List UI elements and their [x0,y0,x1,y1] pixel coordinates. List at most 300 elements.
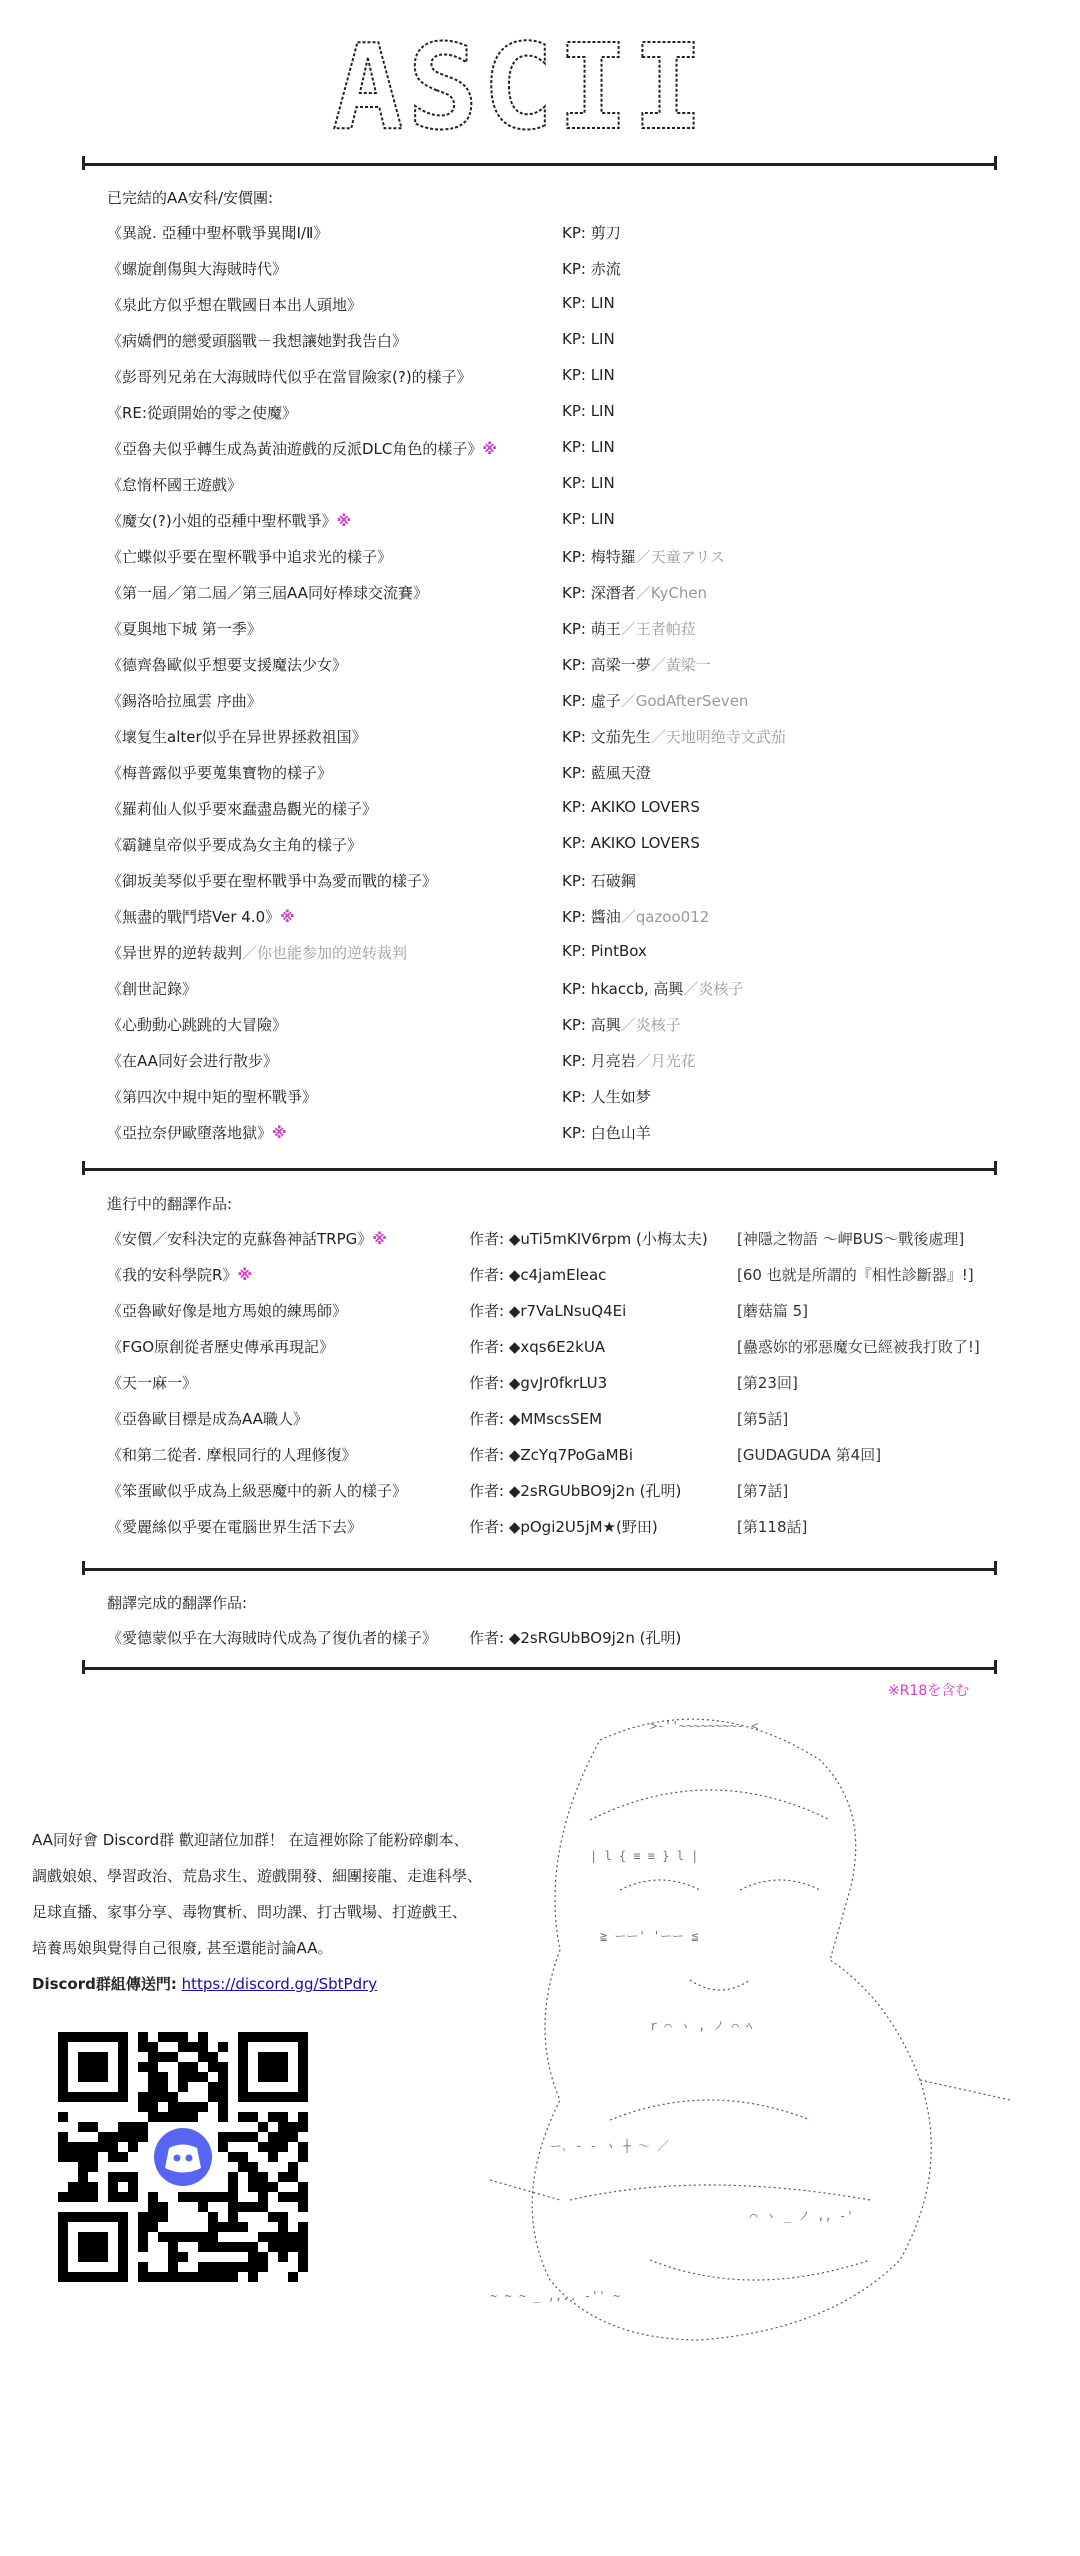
qr-module [278,2122,288,2132]
kp-alt: ／月光花 [635,1052,696,1070]
qr-module [68,2182,78,2192]
title-text: 《我的安科學院R》 [107,1266,238,1284]
qr-module [158,2272,168,2282]
qr-module [158,2052,168,2062]
list-item[interactable] [107,762,1007,798]
ascii-art-illustration [450,1700,1050,2360]
work-title [107,690,262,711]
list-item[interactable] [107,834,1007,870]
kp-name: KP: 高興 [562,1016,621,1034]
title-text: 《泉此方似乎想在戰國日本出人頭地》 [107,296,363,314]
list-item[interactable] [107,474,1007,510]
title-text: 《第四次中規中矩的聖杯戰爭》 [107,1088,318,1106]
qr-module [158,2112,168,2122]
kp [562,294,615,312]
qr-module [228,2182,238,2192]
qr-module [178,2082,188,2092]
work-title [107,1336,334,1357]
work-title [107,546,392,567]
kp [562,402,615,420]
list-item[interactable] [107,438,1007,474]
progress: [蘑菇篇 5] [737,1302,809,1320]
qr-module [218,2072,228,2082]
qr-module [208,2192,218,2202]
kp-name: KP: 白色山羊 [562,1124,651,1142]
qr-module [168,2102,178,2112]
qr-module [298,2112,308,2122]
work-title [107,1408,308,1429]
kp-alt: ／qazoo012 [620,908,710,926]
kp-name: KP: LIN [562,294,615,312]
qr-module [88,2142,98,2152]
kp [562,258,621,279]
qr-module [128,2142,138,2152]
qr-module [78,2152,88,2162]
work-title [107,294,362,315]
qr-module [288,2232,298,2242]
qr-module [298,2142,308,2152]
qr-module [78,2182,88,2192]
list-item[interactable] [107,618,1007,654]
qr-module [178,2232,188,2242]
qr-module [138,2242,148,2252]
qr-module [138,2222,148,2232]
work-title [107,222,328,243]
progress: [60 也就是所謂的『相性診斷器』!] [737,1266,974,1284]
kp [562,510,615,528]
qr-module [258,2202,268,2212]
list-item[interactable] [107,1014,1007,1050]
title-text: 《御坂美琴似乎要在聖杯戰爭中為愛而戰的樣子》 [107,872,438,890]
qr-module [188,2192,198,2202]
progress: [蠱惑妳的邪惡魔女已經被我打敗了!] [737,1338,980,1356]
qr-module [118,2122,128,2132]
title-text: 《在AA同好会进行散步》 [107,1052,278,1070]
qr-module [138,2232,148,2242]
title-text: 《RE:從頭開始的零之使魔》 [107,404,297,422]
title-text: 《笨蛋歐似乎成為上級惡魔中的新人的樣子》 [107,1482,408,1500]
list-item[interactable] [107,1050,1007,1086]
title-text: 《羅莉仙人似乎要來蠢盡島觀光的樣子》 [107,800,378,818]
svg-text:⌒ ヽ _ ノ ,, ‐': ⌒ ヽ _ ノ ,, ‐' [750,2209,854,2223]
list-item[interactable] [107,294,1007,330]
work-title [107,726,367,747]
qr-module [268,2152,278,2162]
qr-module [68,2142,78,2152]
qr-module [248,2172,258,2182]
qr-module [268,2132,278,2142]
progress: [第5話] [737,1410,789,1428]
qr-module [178,2072,188,2082]
kp [562,1122,651,1143]
kp [562,1050,696,1071]
qr-module [148,2112,158,2122]
kp [562,618,696,639]
qr-module [88,2192,98,2202]
list-item[interactable] [107,1122,1007,1158]
qr-module [198,2232,208,2242]
list-item[interactable] [107,1627,1007,1663]
qr-module [278,2252,288,2262]
qr-module [148,2072,158,2082]
title-text: 《螺旋創傷與大海賊時代》 [107,260,288,278]
qr-module [58,2112,68,2122]
qr-module [148,2062,158,2072]
svg-text:≧ ーー' 'ーー ≦: ≧ ーー' 'ーー ≦ [600,1929,699,1943]
qr-module [278,2132,288,2142]
svg-text:ー､ ‐ ‐ ヽ ┼ ～ ／: ー､ ‐ ‐ ヽ ┼ ～ ／ [550,2139,670,2153]
qr-module [158,2032,168,2042]
kp-name: KP: LIN [562,510,615,528]
work-title [107,438,497,459]
kp [562,690,748,711]
discord-link[interactable]: https://discord.gg/SbtPdry [181,1975,378,1993]
list-item[interactable] [107,978,1007,1014]
qr-module [178,2102,188,2112]
title-text: 《亞拉奈伊歐墮落地獄》 [107,1124,273,1142]
kp-alt: ／炎核子 [683,980,744,998]
qr-module [228,2152,238,2162]
kp-name: KP: 虛子 [562,692,621,710]
qr-module [168,2232,178,2242]
qr-module [88,2162,98,2172]
qr-module [218,2042,228,2052]
qr-module [88,2182,98,2192]
list-item[interactable] [107,1372,1007,1408]
author: 作者: ◆2sRGUbBO9j2n (孔明) [469,1629,682,1647]
list-item[interactable] [107,1336,1007,1372]
list-item[interactable] [107,942,1007,978]
list-item[interactable] [107,330,1007,366]
qr-module [188,2062,198,2072]
qr-module [198,2272,208,2282]
divider [82,1667,997,1670]
qr-module [78,2142,88,2152]
list-item[interactable] [107,366,1007,402]
qr-module [58,2152,68,2162]
kp-name: KP: 石破鋼 [562,872,636,890]
qr-module [228,2272,238,2282]
list-item[interactable] [107,1086,1007,1122]
progress: [第118話] [737,1518,808,1536]
qr-module [118,2192,128,2202]
discord-info [32,1822,502,2002]
r18-mark: ※ [336,512,352,530]
qr-module [208,2242,218,2252]
kp-name: KP: AKIKO LOVERS [562,798,700,816]
kp-name: KP: 剪刀 [562,224,621,242]
qr-module [228,2222,238,2232]
qr-module [188,2232,198,2242]
qr-module [208,2092,218,2102]
qr-module [148,2202,158,2212]
list-item[interactable] [107,906,1007,942]
title-text: 《錫洛哈拉風雲 序曲》 [107,692,262,710]
kp [562,834,700,852]
qr-module [178,2032,188,2042]
author: 作者: ◆2sRGUbBO9j2n (孔明) [469,1482,682,1500]
qr-module [158,2082,168,2092]
qr-module [238,2132,248,2142]
work-title [107,762,332,783]
qr-module [278,2212,288,2222]
kp [562,474,615,492]
qr-module [238,2262,248,2272]
kp-name: KP: LIN [562,330,615,348]
finished-title: 翻譯完成的翻譯作品: [107,1594,248,1612]
qr-module [228,2192,238,2202]
qr-module [208,2082,218,2092]
work-title [107,402,297,423]
qr-module [298,2182,308,2192]
list-item[interactable] [107,510,1007,546]
qr-module [88,2122,98,2132]
qr-module [278,2242,288,2252]
list-item[interactable] [107,402,1007,438]
work-title [107,1444,357,1465]
title-text: 《亞魯歐好像是地方馬娘的練馬師》 [107,1302,348,1320]
qr-module [128,2122,138,2132]
qr-module [248,2202,258,2212]
title-text: 《魔女(?)小姐的亞種中聖杯戰爭》 [107,512,337,530]
qr-module [68,2192,78,2202]
list-item[interactable] [107,1408,1007,1444]
qr-module [178,2192,188,2202]
work-title: 《愛德蒙似乎在大海賊時代成為了復仇者的樣子》 [107,1629,438,1647]
title-text: 《异世界的逆转裁判 [107,944,243,962]
qr-module [178,2252,188,2262]
work-title [107,1122,287,1143]
qr-module [218,2132,228,2142]
qr-module [108,2172,118,2182]
qr-module [198,2052,208,2062]
qr-module [248,2132,258,2142]
qr-module [298,2152,308,2162]
r18-mark: ※ [237,1266,253,1284]
qr-module [228,2242,238,2252]
qr-module [258,2252,268,2262]
qr-module [78,2122,88,2132]
qr-module [198,2242,208,2252]
title-text: 《夏與地下城 第一季》 [107,620,262,638]
list-item[interactable] [107,1228,1007,1264]
kp-alt: ／黃梁一 [650,656,711,674]
qr-module [268,2142,278,2152]
work-title [107,870,437,891]
qr-module [258,2192,268,2202]
work-title [107,1372,197,1393]
qr-module [288,2122,298,2132]
kp [562,654,711,675]
qr-module [268,2112,278,2122]
title-text: 《亞魯歐目標是成為AA職人》 [107,1410,308,1428]
qr-module [218,2192,228,2202]
kp [562,942,647,960]
qr-module [138,2122,148,2132]
kp-name: KP: LIN [562,438,615,456]
kp-alt: ／炎核子 [620,1016,681,1034]
qr-module [188,2042,198,2052]
qr-module [188,2272,198,2282]
list-item[interactable] [107,258,1007,294]
qr-module [218,2062,228,2072]
list-item[interactable] [107,1516,1007,1552]
list-item[interactable] [107,798,1007,834]
qr-module [208,2232,218,2242]
work-title [107,798,377,819]
kp-name: KP: 萌王 [562,620,621,638]
list-item[interactable] [107,654,1007,690]
qr-module [218,2272,228,2282]
qr-module [168,2272,178,2282]
title-text: 《創世記錄》 [107,980,198,998]
list-item[interactable] [107,726,1007,762]
qr-module [298,2262,308,2272]
qr-module [218,2222,228,2232]
kp-name: KP: PintBox [562,942,647,960]
list-item[interactable] [107,1300,1007,1336]
list-item[interactable] [107,690,1007,726]
qr-module [198,2032,208,2042]
qr-module [138,2032,148,2042]
list-item[interactable] [107,546,1007,582]
title-text: 《無盡的戰鬥塔Ver 4.0》 [107,908,281,926]
qr-module [158,2202,168,2212]
qr-module [78,2162,88,2172]
kp-name: KP: 醬油 [562,908,621,926]
qr-module [238,2162,248,2172]
qr-module [108,2132,118,2142]
kp-name: KP: 文茄先生 [562,728,651,746]
qr-module [128,2172,138,2182]
qr-module [138,2102,148,2112]
kp-alt: ／天童アリス [635,548,725,566]
qr-module [218,2082,228,2092]
completed-title: 已完結的AA安科/安價團: [107,189,274,207]
qr-module [208,2262,218,2272]
qr-module [248,2162,258,2172]
kp [562,870,636,891]
qr-module [168,2032,178,2042]
qr-module [228,2202,238,2212]
qr-module [148,2272,158,2282]
qr-module [118,2172,128,2182]
work-title [107,942,407,963]
kp-name: KP: 高梁一夢 [562,656,651,674]
qr-module [258,2142,268,2152]
list-item[interactable] [107,582,1007,618]
discord-line: 足球直播、家事分享、毒物實析、問功課、打古戰場、打遊戲王、 [32,1903,468,1921]
qr-module [228,2132,238,2142]
qr-module [288,2192,298,2202]
qr-module [148,2192,158,2202]
kp [562,582,707,603]
author: 作者: ◆ZcYq7PoGaMBi [469,1446,634,1464]
author: 作者: ◆pOgi2U5jM★(野田) [469,1518,658,1536]
title-text: 《壞复生alter似乎在异世界拯救祖国》 [107,728,367,746]
qr-module [88,2152,98,2162]
qr-module [188,2102,198,2112]
qr-module [248,2112,258,2122]
title-text: 《第一屆／第二屆／第三屆AA同好棒球交流賽》 [107,584,428,602]
qr-module [258,2182,268,2192]
qr-module [218,2242,228,2252]
divider [82,1168,997,1171]
qr-module [228,2172,238,2182]
qr-module [248,2182,258,2192]
ascii-logo [320,28,720,148]
qr-module [58,2192,68,2202]
r18-mark: ※ [372,1230,387,1248]
list-item[interactable] [107,222,1007,258]
qr-module [298,2232,308,2242]
list-item[interactable] [107,1480,1007,1516]
qr-module [178,2272,188,2282]
qr-module [198,2102,208,2112]
discord-link-row [32,1966,502,2002]
qr-module [278,2112,288,2122]
qr-module [148,2212,158,2222]
ongoing-title: 進行中的翻譯作品: [107,1195,233,1213]
qr-module [238,2112,248,2122]
author: 作者: ◆xqs6E2kUA [469,1338,606,1356]
title-alt: ／你也能参加的逆转裁判 [242,944,408,962]
title-text: 《心動動心跳跳的大冒險》 [107,1016,288,1034]
list-item[interactable] [107,1444,1007,1480]
qr-module [248,2272,258,2282]
qr-module [128,2182,138,2192]
qr-module [148,2092,158,2102]
qr-module [138,2272,148,2282]
qr-module [168,2252,178,2262]
r18-note: ※R18を含む [888,1683,970,1699]
qr-module [58,2132,68,2142]
qr-module [238,2222,248,2232]
title-text: 《FGO原創從者歷史傳承再現記》 [107,1338,335,1356]
qr-module [268,2182,278,2192]
kp-alt: ／KyChen [635,584,708,602]
work-title [107,1228,387,1249]
qr-module [118,2132,128,2142]
qr-module [258,2262,268,2272]
title-text: 《亞魯夫似乎轉生成為黃油遊戲的反派DLC角色的樣子》 [107,440,483,458]
kp-name: KP: LIN [562,402,615,420]
qr-module [258,2232,268,2242]
qr-module [198,2202,208,2212]
qr-module [168,2052,178,2062]
qr-module [208,2272,218,2282]
list-item[interactable] [107,1264,1007,1300]
kp-name: KP: LIN [562,366,615,384]
author: 作者: ◆r7VaLNsuQ4Ei [469,1302,627,1320]
work-title [107,1264,252,1285]
author: 作者: ◆gvJr0fkrLU3 [469,1374,608,1392]
qr-module [268,2242,278,2252]
qr-module [248,2242,258,2252]
qr-module [138,2092,148,2102]
qr-code[interactable] [58,2032,308,2282]
progress: [神隱之物語 ～岬BUS～戰後處理] [737,1230,965,1248]
qr-module [108,2192,118,2202]
qr-module [208,2222,218,2232]
qr-module [168,2092,178,2102]
qr-module [158,2092,168,2102]
list-item[interactable] [107,870,1007,906]
qr-module [298,2192,308,2202]
title-text: 《梅普露似乎要蒐集寶物的樣子》 [107,764,333,782]
qr-module [298,2122,308,2132]
qr-module [288,2272,298,2282]
